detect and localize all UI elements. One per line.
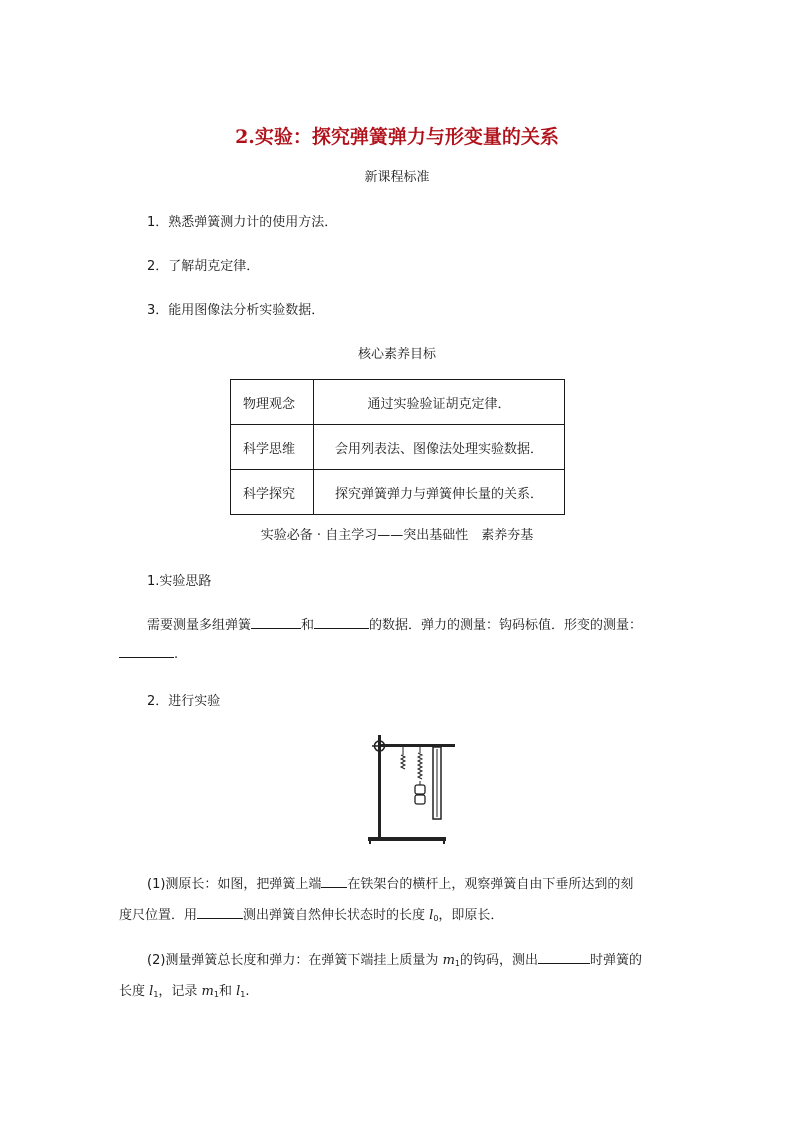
standard-item-1: 1．熟悉弹簧测力计的使用方法． <box>147 215 338 230</box>
spring-long <box>418 753 422 779</box>
goal-content: 会用列表法、图像法处理实验数据． <box>314 425 565 470</box>
stand-base <box>368 837 446 841</box>
crossbar <box>380 744 455 747</box>
fill-blank <box>538 951 590 964</box>
section-banner: 实验必备 · 自主学习——突出基础性 素养夯基 <box>260 528 534 543</box>
fill-blank <box>251 616 301 629</box>
var-m: m <box>442 953 455 968</box>
var-m: m <box>201 984 214 999</box>
text: . <box>174 647 179 662</box>
text: ，即原长． <box>438 908 504 923</box>
paragraph-idea <box>147 614 642 633</box>
page-title: 2.实验：探究弹簧弹力与形变量的关系 <box>235 126 559 148</box>
table-row <box>231 380 565 425</box>
paragraph-step-2-cont <box>119 980 250 999</box>
text: (1)测原长：如图，把弹簧上端 <box>147 877 322 892</box>
subscript: 0 <box>433 914 439 923</box>
text: (2)测量弹簧总长度和弹力：在弹簧下端挂上质量为 <box>147 953 443 968</box>
paragraph-step-1 <box>147 873 633 892</box>
subscript: 1 <box>454 959 460 968</box>
var-l: l <box>149 984 154 999</box>
standard-item-2: 2．了解胡克定律． <box>147 259 260 274</box>
goal-content: 探究弹簧弹力与弹簧伸长量的关系． <box>314 470 565 515</box>
text: 长度 <box>119 984 150 999</box>
goal-category: 科学思维 <box>231 425 314 470</box>
spring-short <box>401 755 405 769</box>
text: 的数据．弹力的测量：钩码标值．形变的测量： <box>369 618 643 633</box>
subscript: 1 <box>153 990 159 999</box>
fill-blank <box>321 875 347 888</box>
table-row <box>231 470 565 515</box>
section-heading-standard: 新课程标准 <box>364 170 430 185</box>
text: 在铁架台的横杆上，观察弹簧自由下垂所达到的刻 <box>347 877 634 892</box>
text: 和 <box>301 618 315 633</box>
fill-blank <box>314 616 369 629</box>
heading-do-experiment: 2．进行实验 <box>147 694 221 709</box>
goal-category: 物理观念 <box>231 380 314 425</box>
text: 和 <box>218 984 237 999</box>
standard-item-3: 3．能用图像法分析实验数据． <box>147 303 325 318</box>
paragraph-step-2 <box>147 949 642 968</box>
table-row <box>231 425 565 470</box>
heading-experiment-idea: 1.实验思路 <box>147 574 212 589</box>
subscript: 1 <box>213 990 219 999</box>
text: . <box>245 984 250 999</box>
goal-content: 通过实验验证胡克定律． <box>314 380 565 425</box>
text: 测出弹簧自然伸长状态时的长度 <box>243 908 430 923</box>
text: ，记录 <box>158 984 202 999</box>
subscript: 1 <box>240 990 246 999</box>
var-l: l <box>429 908 434 923</box>
weight <box>415 785 425 794</box>
goals-table <box>230 379 565 515</box>
iron-stand-spring-figure <box>360 733 460 845</box>
fill-blank <box>197 906 243 919</box>
weight <box>415 795 425 804</box>
paragraph-idea-cont <box>119 645 178 662</box>
paragraph-step-1-cont <box>119 904 503 923</box>
fill-blank <box>119 645 174 658</box>
text: 需要测量多组弹簧 <box>147 618 252 633</box>
goal-category: 科学探究 <box>231 470 314 515</box>
section-heading-goals: 核心素养目标 <box>357 347 436 362</box>
text: 度尺位置．用 <box>119 908 198 923</box>
text: 的钩码，测出 <box>459 953 538 968</box>
text: 时弹簧的 <box>590 953 643 968</box>
var-l: l <box>236 984 241 999</box>
